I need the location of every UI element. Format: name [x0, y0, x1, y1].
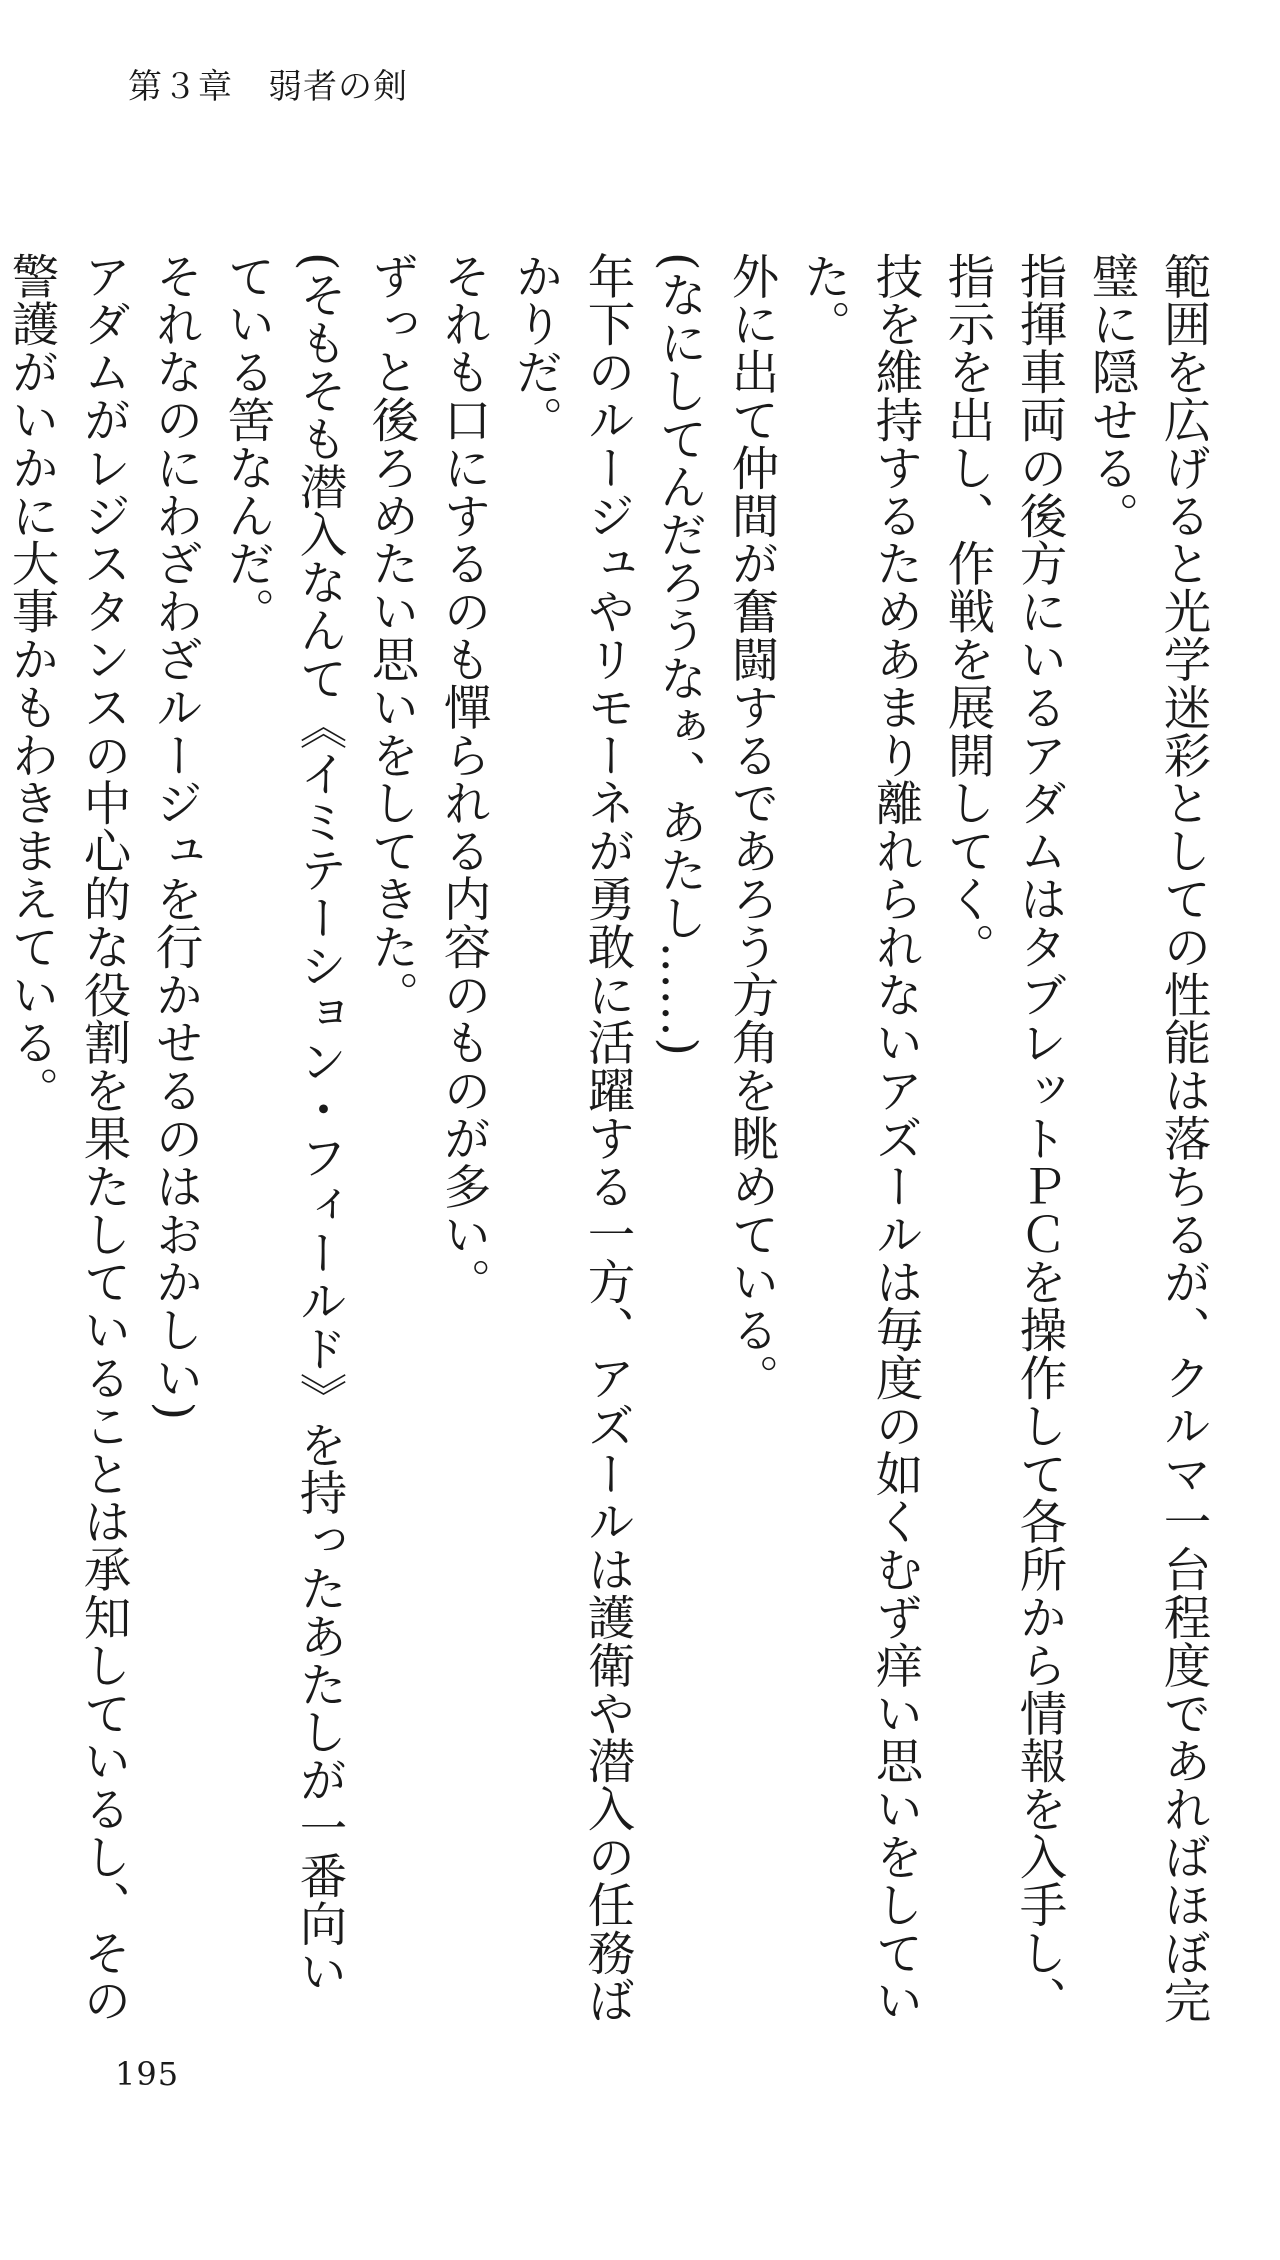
paragraph: 指揮車両の後方にいるアダムはタブレットＰＣを操作して各所から情報を入手し、指示を出し、作戦を展開してく。	[939, 252, 1066, 2025]
paragraph: 年下のルージュやリモーネが勇敢に活躍する一方、アズールは護衛や潜入の任務ばかりだ。	[507, 252, 634, 2025]
paragraph: ずっと後ろめたい思いをしてきた。	[363, 252, 418, 1019]
chapter-number: 第３章	[128, 67, 233, 107]
paragraph: 外に出て仲間が奮闘するであろう方角を眺めている。	[723, 252, 778, 1402]
running-head	[128, 67, 408, 107]
body-text	[3, 252, 1218, 2032]
paragraph: 範囲を広げると光学迷彩としての性能は落ちるが、クルマ一台程度であればほぼ完璧に隠せる。	[1083, 252, 1210, 2025]
chapter-title-spacer	[233, 67, 268, 107]
chapter-title: 弱者の剣	[268, 67, 408, 107]
paragraph: 技を維持するためあまり離れられないアズールは毎度の如くむず痒い思いをしていた。	[795, 252, 922, 2025]
paragraph: アダムがレジスタンスの中心的な役割を果たしていることは承知しているし、その警護がいかに大事かもわきまえている。	[3, 252, 130, 2025]
page-number: 195	[115, 2055, 180, 2093]
paragraph: (そもそも潜入なんて《イミテーション・フィールド》を持ったあたしが一番向いている筈なんだ。	[219, 252, 346, 1996]
paragraph: それなのにわざわざルージュを行かせるのはおかしい)	[147, 252, 202, 1421]
paragraph: それも口にするのも憚られる内容のものが多い。	[435, 252, 490, 1306]
paragraph: (なにしてんだろうなぁ、あたし……)	[651, 252, 706, 1057]
